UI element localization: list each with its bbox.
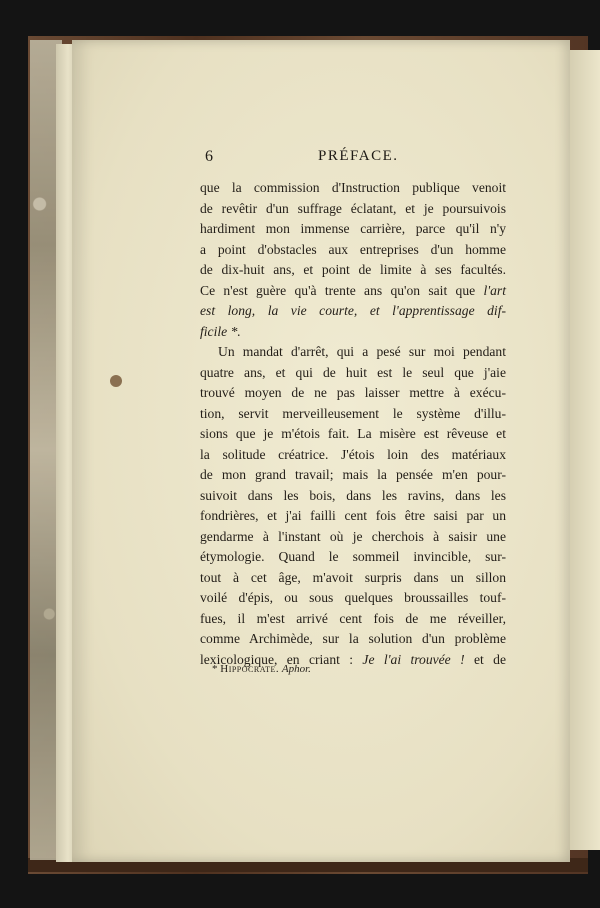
text-line: que la commission d'Instruction publique venoit	[200, 180, 506, 195]
text-run: lexicologique, en criant :	[200, 651, 354, 667]
text-line: de dix-huit ans, et point de limite à ses facultés.	[200, 262, 506, 277]
page-header	[0, 148, 600, 172]
italic-quote-line: ficile *.	[200, 323, 241, 339]
text-line: trouvé moyen de ne pas laisser mettre à exécu-	[200, 385, 506, 400]
text-line: a point d'obstacles aux entreprises d'un homme	[200, 241, 506, 257]
text-line: quatre ans, et qui de huit est le seul que j'aie	[200, 364, 506, 380]
text-line: comme Archimède, sur la solution d'un problème	[200, 631, 506, 646]
foxing-stain	[110, 375, 122, 387]
text-line: suivoit dans les bois, dans les ravins, dans les	[200, 487, 506, 503]
italic-quote-line: est long, la vie courte, et l'apprentissage dif-	[200, 303, 506, 318]
body-text	[200, 178, 506, 670]
footnote-work: Aphor.	[281, 663, 311, 675]
text-line: tion, servit merveilleusement le système d'illu-	[200, 405, 506, 421]
text-line: Un mandat d'arrêt, qui a pesé sur moi pendant	[218, 344, 506, 359]
text-line	[200, 281, 506, 302]
text-line: de revêtir d'un suffrage éclatant, et je poursuivois	[200, 200, 506, 216]
text-line: tout à cet âge, m'avoit surpris dans un sillon	[200, 569, 506, 585]
text-line: fues, il m'est arrivé cent fois de me réveiller,	[200, 610, 506, 626]
footnote	[212, 663, 311, 675]
footnote-marker: *	[212, 663, 218, 675]
page-number: 6	[205, 148, 213, 165]
running-title: PRÉFACE.	[318, 148, 399, 164]
italic-quote: l'art	[483, 282, 506, 298]
text-line: de mon grand travail; mais la pensée m'en pour-	[200, 467, 506, 482]
text-line: voilé d'épis, ou sous quelques broussailles touf-	[200, 590, 506, 605]
italic-quote: Je l'ai trouvée !	[362, 651, 465, 667]
text-line: hardiment mon immense carrière, parce qu'il n'y	[200, 221, 506, 236]
text-line: étymologie. Quand le sommeil invincible, sur-	[200, 549, 506, 564]
footnote-author: Hippocrate.	[220, 663, 280, 675]
text-line: sions que je m'étois fait. La misère est rêveuse et	[200, 426, 506, 441]
text-run: et de	[473, 651, 506, 667]
text-run: Ce n'est guère qu'à trente ans qu'on sait que	[200, 282, 476, 298]
text-line: la solitude créatrice. J'étois loin des matériaux	[200, 446, 506, 462]
text-line: gendarme à l'instant où je cherchois à saisir une	[200, 528, 506, 544]
text-line: fondrières, et j'ai failli cent fois être saisi par un	[200, 508, 506, 523]
